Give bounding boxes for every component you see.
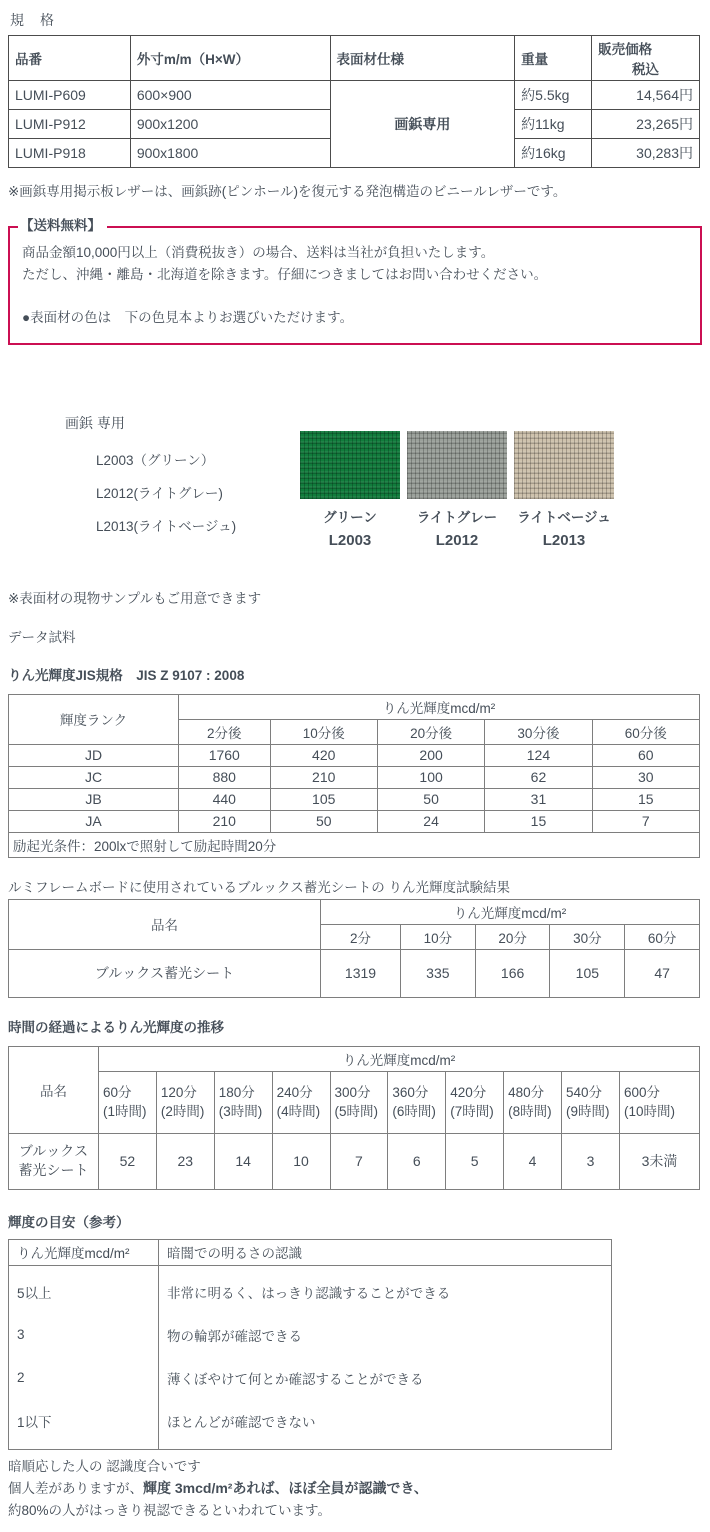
guide-desc: 非常に明るく、はっきり認識することができる <box>167 1285 451 1301</box>
time-minutes: 120分 <box>160 1084 197 1100</box>
transition-time-header <box>388 1071 446 1133</box>
transition-value: 5 <box>446 1133 504 1189</box>
transition-value: 4 <box>504 1133 562 1189</box>
transition-group-header: りん光輝度mcd/m² <box>99 1046 700 1071</box>
jis-time-header: 2分後 <box>179 719 271 744</box>
spec-model: LUMI-P912 <box>9 110 131 139</box>
time-minutes: 600分 <box>624 1084 661 1100</box>
time-minutes: 360分 <box>392 1084 429 1100</box>
jis-value: 124 <box>485 744 592 766</box>
brooks-value: 166 <box>475 949 550 997</box>
brooks-table-title: ルミフレームボードに使用されているブルックス蓄光シートの りん光輝度試験結果 <box>8 879 511 895</box>
transition-time-header <box>330 1071 388 1133</box>
table-row <box>9 1356 612 1399</box>
transition-name-header: 品名 <box>9 1046 99 1133</box>
jis-luminance-table <box>8 694 700 858</box>
footer-notes <box>8 1456 702 1522</box>
spec-size: 900x1800 <box>130 139 330 168</box>
table-row <box>9 1046 700 1071</box>
jis-value: 62 <box>485 766 592 788</box>
spec-model: LUMI-P609 <box>9 81 131 110</box>
brooks-luminance-table <box>8 899 700 998</box>
swatch-green <box>300 431 400 549</box>
jis-value: 210 <box>270 766 377 788</box>
transition-table-title: 時間の経過によるりん光輝度の推移 <box>8 1019 224 1035</box>
time-hours: (7時間) <box>450 1104 494 1120</box>
guide-desc: ほとんどが確認できない <box>167 1414 316 1430</box>
spec-header-surface: 表面材仕様 <box>330 36 515 81</box>
transition-time-header <box>446 1071 504 1133</box>
transition-value: 6 <box>388 1133 446 1189</box>
jis-value: 440 <box>179 788 271 810</box>
jis-value: 24 <box>377 810 484 832</box>
shipping-line2: ただし、沖縄・離島・北海道を除きます。仔細につきましてはお問い合わせください。 <box>22 267 548 283</box>
color-list-heading: 画鋲 専用 <box>65 414 125 431</box>
time-minutes: 60分 <box>103 1084 132 1100</box>
jis-value: 50 <box>270 810 377 832</box>
footer-line2-normal: 個人差がありますが、 <box>8 1481 143 1497</box>
time-hours: (6時間) <box>392 1104 436 1120</box>
transition-time-header <box>272 1071 330 1133</box>
jis-time-header: 10分後 <box>270 719 377 744</box>
jis-value: 31 <box>485 788 592 810</box>
transition-value: 10 <box>272 1133 330 1189</box>
footer-line1: 暗順応した人の 認識度合いです <box>8 1458 201 1474</box>
swatch-code: L2003 <box>328 531 372 549</box>
swatch-name: ライトベージュ <box>517 509 611 525</box>
jis-time-header: 60分後 <box>592 719 699 744</box>
table-row <box>9 694 700 719</box>
guide-level: 1以下 <box>9 1399 159 1450</box>
transition-value: 3 <box>562 1133 620 1189</box>
brooks-time-header: 2分 <box>321 924 401 949</box>
jis-value: 60 <box>592 744 699 766</box>
swatch-code: L2012 <box>435 531 479 549</box>
jis-value: 880 <box>179 766 271 788</box>
fabric-swatch-image <box>407 431 507 499</box>
spec-surface-merged: 画鋲専用 <box>330 81 515 168</box>
transition-time-header <box>214 1071 272 1133</box>
spec-header-price-line2: 税込 <box>632 62 660 77</box>
guide-level: 2 <box>9 1356 159 1399</box>
time-minutes: 480分 <box>508 1084 545 1100</box>
jis-rank: JC <box>9 766 179 788</box>
spec-header-price <box>592 36 700 81</box>
swatch-light-gray <box>407 431 507 549</box>
table-row <box>9 788 700 810</box>
transition-value: 7 <box>330 1133 388 1189</box>
jis-value: 30 <box>592 766 699 788</box>
swatch-name: ライトグレー <box>416 509 498 525</box>
table-row <box>9 1239 612 1265</box>
table-row <box>9 1071 700 1133</box>
spec-weight: 約16kg <box>515 139 592 168</box>
product-name-line2: 蓄光シート <box>18 1162 89 1179</box>
time-hours: (4時間) <box>276 1104 321 1120</box>
spec-header-weight: 重量 <box>515 36 592 81</box>
spec-price: 30,283円 <box>592 139 700 168</box>
spec-size: 900x1200 <box>130 110 330 139</box>
brooks-time-header: 10分 <box>400 924 475 949</box>
brooks-time-header: 60分 <box>625 924 700 949</box>
footer-line3: 約80%の人がはっきり視認できるといわれています。 <box>8 1502 331 1518</box>
luminance-transition-table <box>8 1046 700 1190</box>
guide-table-title: 輝度の目安（参考） <box>8 1214 130 1230</box>
spec-header-model: 品番 <box>9 36 131 81</box>
brooks-group-header: りん光輝度mcd/m² <box>321 899 700 924</box>
time-hours: (5時間) <box>334 1104 378 1120</box>
brooks-value: 1319 <box>321 949 401 997</box>
jis-time-header: 30分後 <box>485 719 592 744</box>
jis-value: 15 <box>485 810 592 832</box>
jis-value: 7 <box>592 810 699 832</box>
brooks-value: 47 <box>625 949 700 997</box>
page-title: 規 格 <box>10 12 55 28</box>
table-row <box>9 81 700 110</box>
jis-time-header: 20分後 <box>377 719 484 744</box>
shipping-line1: 商品金額10,000円以上（消費税抜き）の場合、送料は当社が負担いたします。 <box>22 245 495 260</box>
transition-time-header <box>504 1071 562 1133</box>
swatch-row <box>300 431 620 549</box>
sample-note: ※表面材の現物サンプルもご用意できます <box>8 590 262 606</box>
jis-value: 100 <box>377 766 484 788</box>
jis-table-title: りん光輝度JIS規格 JIS Z 9107 : 2008 <box>8 667 245 683</box>
product-name-line1: ブルックス <box>18 1142 89 1159</box>
table-row <box>9 1313 612 1356</box>
brightness-guide-table <box>8 1239 612 1450</box>
brooks-value: 335 <box>400 949 475 997</box>
transition-product-name <box>9 1133 99 1189</box>
color-sample-section <box>8 413 702 549</box>
jis-value: 50 <box>377 788 484 810</box>
jis-rank: JA <box>9 810 179 832</box>
table-row <box>9 1133 700 1189</box>
swatch-code: L2013 <box>542 531 586 549</box>
guide-desc: 物の輪郭が確認できる <box>167 1328 302 1344</box>
transition-value: 23 <box>156 1133 214 1189</box>
jis-rank: JB <box>9 788 179 810</box>
jis-value: 200 <box>377 744 484 766</box>
table-row <box>9 766 700 788</box>
brooks-time-header: 30分 <box>550 924 625 949</box>
guide-desc: 薄くぼやけて何とか確認することができる <box>167 1371 424 1387</box>
spec-table <box>8 35 700 168</box>
time-hours: (3時間) <box>218 1104 263 1120</box>
transition-value: 52 <box>99 1133 157 1189</box>
time-hours: (2時間) <box>160 1104 205 1120</box>
time-minutes: 420分 <box>450 1084 487 1100</box>
jis-value: 420 <box>270 744 377 766</box>
spec-size: 600×900 <box>130 81 330 110</box>
list-item: L2012(ライトグレー) <box>96 485 223 501</box>
spec-header-size: 外寸m/m（H×W） <box>130 36 330 81</box>
time-minutes: 540分 <box>566 1084 603 1100</box>
spec-model: LUMI-P918 <box>9 139 131 168</box>
jis-value: 1760 <box>179 744 271 766</box>
jis-value: 15 <box>592 788 699 810</box>
time-minutes: 300分 <box>334 1084 371 1100</box>
time-hours: (9時間) <box>566 1104 610 1120</box>
transition-time-header <box>99 1071 157 1133</box>
footer-line2-bold: 輝度 3mcd/m²あれば、ほぼ全員が認識でき、 <box>143 1480 428 1497</box>
leather-note: ※画鋲専用掲示板レザーは、画鋲跡(ピンホール)を復元する発泡構造のビニールレザーです。 <box>8 184 567 199</box>
spec-header-price-line1: 販売価格 <box>598 42 653 57</box>
jis-value: 210 <box>179 810 271 832</box>
color-code-list <box>8 413 300 549</box>
swatch-name: グリーン <box>323 509 377 525</box>
table-row <box>9 1265 612 1313</box>
guide-level-header: りん光輝度mcd/m² <box>9 1239 159 1265</box>
swatch-light-beige <box>514 431 614 549</box>
guide-level: 5以上 <box>9 1265 159 1313</box>
jis-value: 105 <box>270 788 377 810</box>
time-minutes: 240分 <box>276 1084 313 1100</box>
table-row <box>9 744 700 766</box>
transition-value: 14 <box>214 1133 272 1189</box>
time-hours: (10時間) <box>624 1104 676 1120</box>
brooks-product-name: ブルックス蓄光シート <box>9 949 321 997</box>
table-row <box>9 1399 612 1450</box>
brooks-name-header: 品名 <box>9 899 321 949</box>
jis-rank: JD <box>9 744 179 766</box>
jis-rank-header: 輝度ランク <box>9 694 179 744</box>
transition-time-header <box>620 1071 700 1133</box>
fabric-swatch-image <box>514 431 614 499</box>
spec-price: 14,564円 <box>592 81 700 110</box>
fabric-swatch-image <box>300 431 400 499</box>
spec-header-row <box>9 36 700 81</box>
list-item: L2003（グリーン） <box>96 452 215 468</box>
free-shipping-legend: 【送料無料】 <box>18 217 107 236</box>
table-row <box>9 899 700 924</box>
brooks-value: 105 <box>550 949 625 997</box>
surface-color-bullet: ●表面材の色は 下の色見本よりお選びいただけます。 <box>22 309 354 325</box>
spec-weight: 約5.5kg <box>515 81 592 110</box>
table-row <box>9 832 700 857</box>
jis-footnote: 励起光条件：200lxで照射して励起時間20分 <box>9 832 700 857</box>
jis-group-header: りん光輝度mcd/m² <box>179 694 700 719</box>
guide-level: 3 <box>9 1313 159 1356</box>
list-item: L2013(ライトベージュ) <box>96 518 237 534</box>
guide-desc-header: 暗闇での明るさの認識 <box>159 1239 612 1265</box>
table-row <box>9 810 700 832</box>
brooks-time-header: 20分 <box>475 924 550 949</box>
free-shipping-box <box>8 218 702 345</box>
transition-value: 3未満 <box>620 1133 700 1189</box>
footer-line2 <box>8 1477 702 1500</box>
spec-weight: 約11kg <box>515 110 592 139</box>
transition-time-header <box>562 1071 620 1133</box>
table-row <box>9 949 700 997</box>
data-section-label: データ試料 <box>8 629 76 645</box>
spec-price: 23,265円 <box>592 110 700 139</box>
time-hours: (8時間) <box>508 1104 552 1120</box>
time-hours: (1時間) <box>103 1104 147 1120</box>
time-minutes: 180分 <box>218 1084 255 1100</box>
transition-time-header <box>156 1071 214 1133</box>
